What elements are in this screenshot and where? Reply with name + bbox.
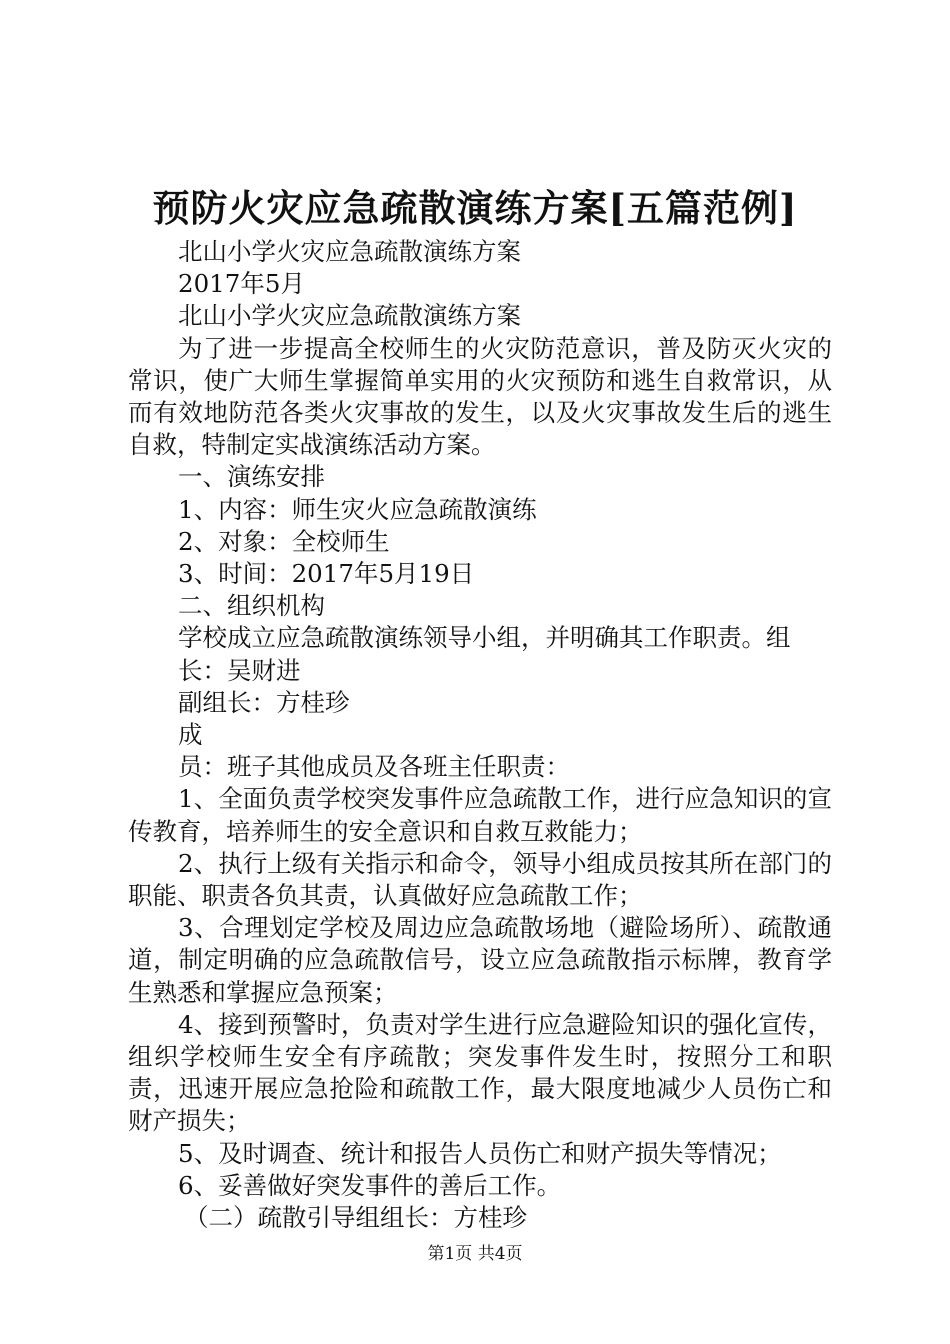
evacuation-guide-group: （二）疏散引导组组长：方桂珍 xyxy=(184,1203,527,1233)
document-body xyxy=(128,236,832,1234)
arrangement-item-audience: 2、对象：全校师生 xyxy=(178,526,390,556)
organization-text: 学校成立应急疏散演练领导小组，并明确其工作职责。组 xyxy=(178,623,791,653)
subtitle-line: 北山小学火灾应急疏散演练方案 xyxy=(178,237,521,266)
duty-item-3: 3、合理划定学校及周边应急疏散场地（避险场所）、疏散通道，制定明确的应急疏散信号，设立应急疏散指示标牌，教育学生熟悉和掌握应急预案； xyxy=(128,913,832,1007)
organization-deputy-leader: 副组长：方桂珍 xyxy=(178,687,350,717)
date-line: 2017年5月 xyxy=(178,269,305,299)
section-heading-arrangement: 一、演练安排 xyxy=(178,462,325,492)
subtitle-line-repeat: 北山小学火灾应急疏散演练方案 xyxy=(178,301,521,331)
arrangement-item-content: 1、内容：师生灾火应急疏散演练 xyxy=(178,494,537,524)
organization-members: 员：班子其他成员及各班主任职责： xyxy=(178,752,570,782)
intro-paragraph: 为了进一步提高全校师生的火灾防范意识，普及防灭火灾的常识，使广大师生掌握简单实用的火灾预防和逃生自救常识，从而有效地防范各类火灾事故的发生，以及火灾事故发生后的逃生自救，特制定实战演练活动方案。 xyxy=(128,333,832,460)
document-title: 预防火灾应急疏散演练方案[五篇范例] xyxy=(152,186,798,230)
duty-item-2: 2、执行上级有关指示和命令，领导小组成员按其所在部门的职能、职责各负其责，认真做好应急疏散工作； xyxy=(128,848,832,911)
organization-leader: 长：吴财进 xyxy=(178,655,301,685)
section-heading-organization: 二、组织机构 xyxy=(178,591,325,621)
duty-item-5: 5、及时调查、统计和报告人员伤亡和财产损失等情况； xyxy=(178,1138,782,1168)
duty-item-1: 1、全面负责学校突发事件应急疏散工作，进行应急知识的宣传教育，培养师生的安全意识和自救互救能力； xyxy=(128,784,832,846)
organization-members-prefix: 成 xyxy=(178,720,203,750)
arrangement-item-time: 3、时间：2017年5月19日 xyxy=(178,559,475,589)
page-footer: 第1页 共4页 xyxy=(427,1244,523,1264)
duty-item-4: 4、接到预警时，负责对学生进行应急避险知识的强化宣传，组织学校师生安全有序疏散；突发事件发生时，按照分工和职责，迅速开展应急抢险和疏散工作，最大限度地减少人员伤亡和财产损失； xyxy=(128,1009,832,1136)
duty-item-6: 6、妥善做好突发事件的善后工作。 xyxy=(178,1170,562,1200)
